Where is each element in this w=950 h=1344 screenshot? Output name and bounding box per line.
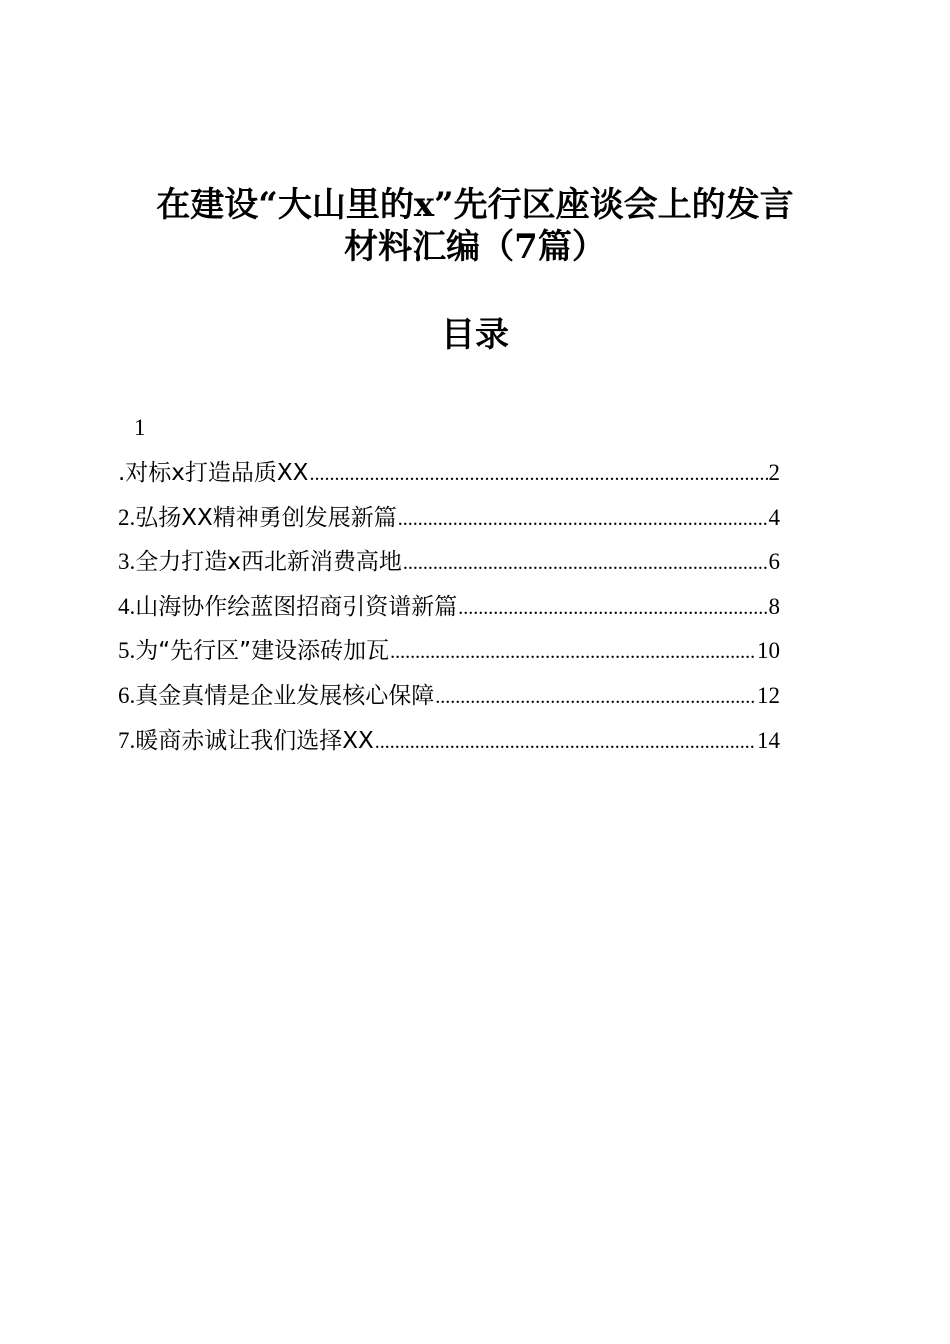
toc-entry-label: 为“先行区”建设添砖加瓦 [135,638,390,665]
toc-leader-dots [390,635,756,669]
toc-entry-number: 5. [118,638,136,664]
toc-entry-label: .对标x打造品质XX [118,460,309,486]
document-title-line-1: 在建设“大山里的x”先行区座谈会上的发言 [156,185,794,225]
toc-leader-dots [375,725,756,759]
toc-entry-page: 10 [757,638,780,664]
toc-entry-page: 2 [768,460,780,485]
toc-leader-dots [435,680,756,714]
toc-orphan-number: 1 [134,415,146,440]
document-title-line-2: 材料汇编（7篇） [344,227,606,267]
toc-entry-number: 3. [118,549,136,575]
toc-entry-page: 14 [757,727,780,753]
toc-entry-page: 8 [768,593,780,619]
toc-entry[interactable] [118,590,780,635]
table-of-contents [118,456,780,768]
toc-leader-dots [458,591,767,625]
toc-leader-dots [398,502,768,536]
toc-entry-number: 6. [118,682,136,708]
toc-entry-label: 弘扬XX精神勇创发展新篇 [135,504,397,531]
toc-entry-label: 全力打造x西北新消费高地 [135,549,402,576]
toc-entry-page: 12 [757,682,780,708]
toc-entry-label: 暖商赤诚让我们选择XX [135,727,374,754]
toc-entry[interactable] [118,679,780,724]
toc-entry-number: 7. [118,727,136,753]
toc-entry-label: 真金真情是企业发展核心保障 [135,682,435,709]
toc-entry[interactable] [118,456,780,501]
toc-leader-dots [309,457,767,491]
toc-leader-dots [403,546,768,580]
toc-entry[interactable] [118,634,780,679]
toc-entry-number: 4. [118,593,136,619]
toc-entry[interactable] [118,501,780,546]
toc-entry-page: 4 [768,504,780,530]
toc-entry[interactable] [118,545,780,590]
toc-entry-number: 2. [118,504,136,530]
toc-entry-label: 山海协作绘蓝图招商引资谱新篇 [135,593,458,620]
toc-entry-page: 6 [768,549,780,575]
toc-heading: 目录 [441,315,509,355]
toc-entry[interactable] [118,724,780,769]
